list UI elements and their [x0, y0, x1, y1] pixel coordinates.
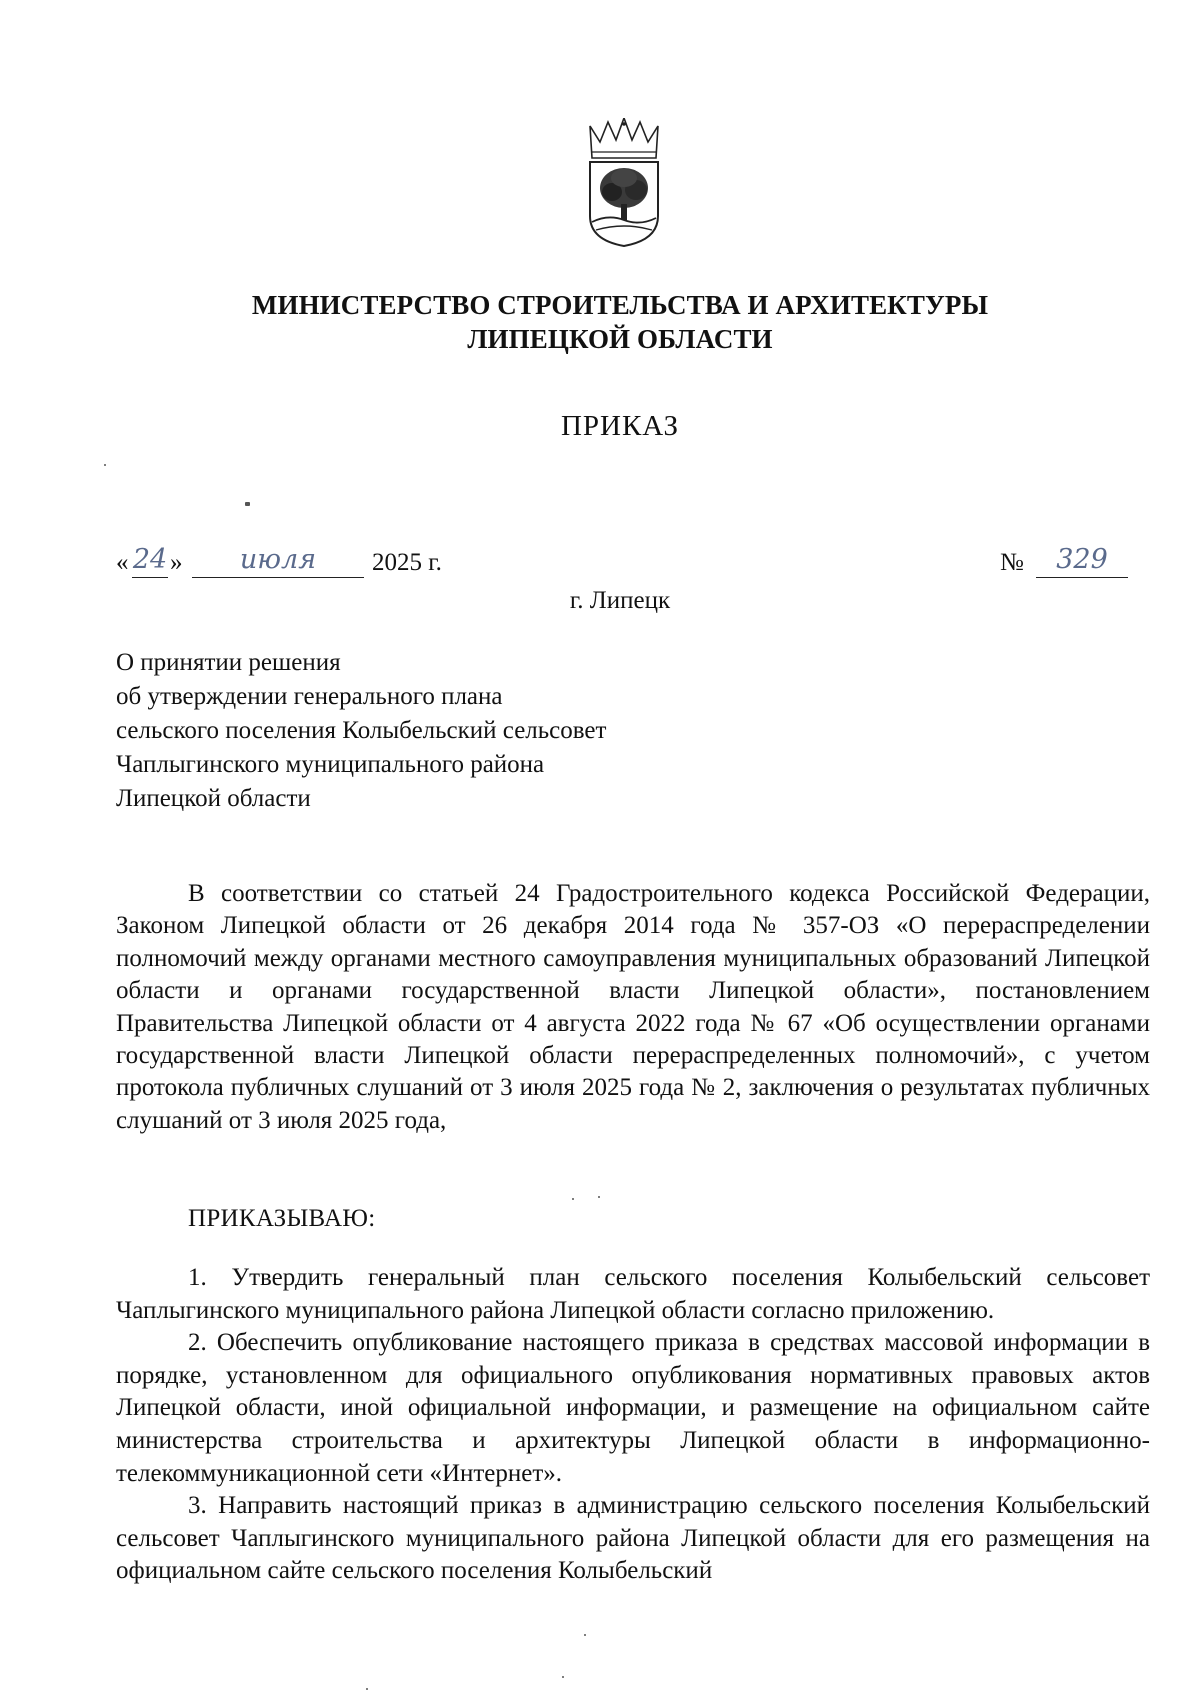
- order-item: 2. Обеспечить опубликование настоящего приказа в средствах массовой информации в порядке, установленном для официального опубликования нормативных правовых актов Липецкой области, иной официальной информации, и размещение на официальном сайте министерства строительства и архитектуры Липецкой области в информационно-телекоммуникационной сети «Интернет».: [116, 1329, 1150, 1487]
- scan-speck: [245, 502, 250, 506]
- order-items: [116, 1262, 1150, 1588]
- document-date: [116, 545, 616, 585]
- preamble-block: [116, 878, 1150, 1137]
- document-number: [1000, 545, 1150, 585]
- date-month: июля: [239, 544, 317, 575]
- order-item: 3. Направить настоящий приказ в администрацию сельского поселения Колыбельский сельсовет Чаплыгинского муниципального района Липецкой области для его размещения на официальном сайте сельского поселения Колыбельский: [116, 1492, 1150, 1585]
- scan-speck: [366, 1688, 368, 1690]
- date-quote-open: «: [116, 549, 129, 576]
- subject-line: Чаплыгинского муниципального района: [116, 751, 545, 778]
- date-month-field: [192, 544, 364, 578]
- subject-line: сельского поселения Колыбельский сельсовет: [116, 717, 607, 744]
- order-word: ПРИКАЗЫВАЮ:: [188, 1205, 376, 1232]
- subject-block: [116, 646, 606, 816]
- organization-name-line-1: МИНИСТЕРСТВО СТРОИТЕЛЬСТВА И АРХИТЕКТУРЫ: [251, 290, 989, 320]
- subject-line: О принятии решения: [116, 649, 341, 676]
- organization-name-line-2: ЛИПЕЦКОЙ ОБЛАСТИ: [467, 324, 773, 354]
- subject-line: Липецкой области: [116, 785, 311, 812]
- subject-line: об утверждении генерального плана: [116, 683, 503, 710]
- date-quote-close: »: [170, 549, 183, 576]
- scan-speck: [572, 1198, 574, 1200]
- organization-name: [200, 288, 1040, 356]
- number-value: 329: [1056, 544, 1108, 575]
- preamble-paragraph: В соответствии со статьей 24 Градостроительного кодекса Российской Федерации, Законом Липецкой области от 26 декабря 2014 года № 357-ОЗ «О перераспределении полномочий между органами местного самоуправления муниципальных образований Липецкой области и органами государственной власти Липецкой области», постановлением Правительства Липецкой области от 4 августа 2022 года № 67 «Об осуществлении органами государственной власти Липецкой области перераспределенных полномочий», с учетом протокола публичных слушаний от 3 июля 2025 года № 2, заключения о результатах публичных слушаний от 3 июля 2025 года,: [116, 880, 1150, 1134]
- coat-of-arms-icon: [582, 118, 666, 248]
- scan-speck: [584, 1634, 586, 1636]
- scan-speck: [598, 1196, 600, 1198]
- document-type: ПРИКАЗ: [560, 410, 680, 442]
- scan-speck: [562, 1676, 564, 1678]
- date-day: 24: [132, 544, 168, 575]
- date-year: 2025 г.: [372, 549, 442, 576]
- date-day-field: [132, 544, 168, 578]
- order-item: 1. Утвердить генеральный план сельского поселения Колыбельский сельсовет Чаплыгинского муниципального района Липецкой области согласно приложению.: [116, 1264, 1150, 1324]
- city: г. Липецк: [569, 587, 671, 614]
- number-sign: №: [1000, 549, 1024, 576]
- number-field: [1036, 544, 1128, 578]
- scan-speck: [104, 464, 106, 466]
